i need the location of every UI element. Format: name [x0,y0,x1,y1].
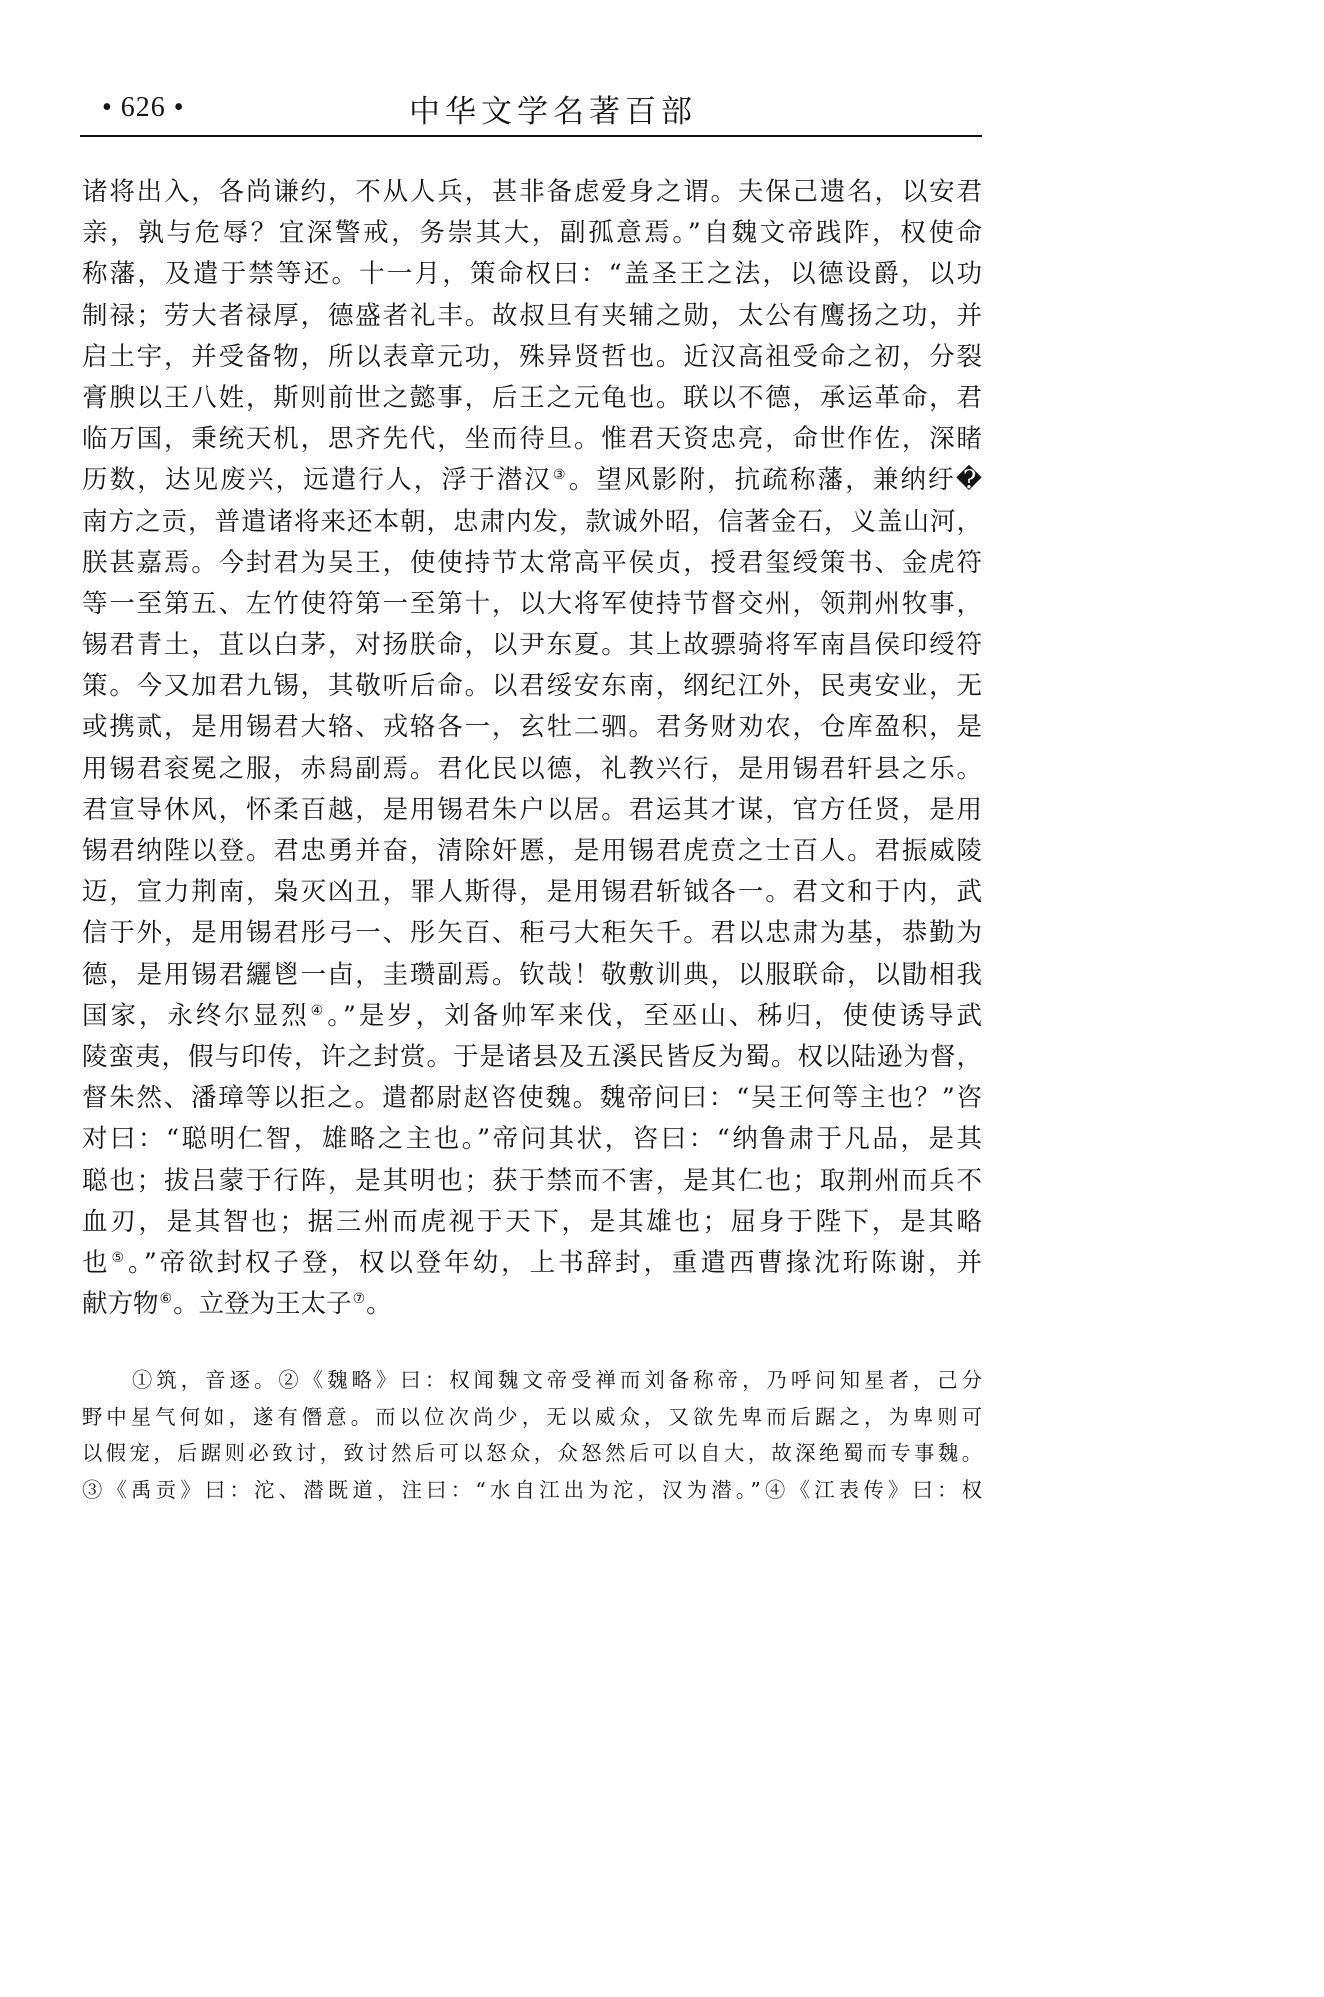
text-line: 血刃，是其智也；据三州而虎视于天下，是其雄也；屈身于陛下，是其略 [82,1206,982,1237]
text-line: 膏腴以王八姓，斯则前世之懿事，后王之元龟也。联以不德，承运革命，君 [82,382,982,413]
footnote-line: 野中星气何如，遂有僭意。而以位次尚少，无以威众，又欲先卑而后踞之，为卑则可 [82,1404,982,1429]
text-line [82,460,982,501]
header-rule [80,135,982,137]
text-line: 策。今又加君九锡，其敬听后命。以君绥安东南，纲纪江外，民夷安业，无 [82,671,982,702]
text-segment: 。望风影附，抗疏称藩，兼纳纡� [568,465,982,496]
text-segment: 国家，永终尔显烈 [82,1000,310,1031]
footnote-marker: ④ [310,1002,327,1019]
text-line: 临万国，秉统天机，思齐先代，坐而待旦。惟君天资忠亮，命世作佐，深睹 [82,424,982,455]
footnote-marker: ⑤ [111,1249,127,1266]
text-segment: 。”是岁，刘备帅军来伐，至巫山、秭归，使使诱导武 [327,1000,982,1031]
text-line: 亲，孰与危辱？宜深警戒，务崇其大，副孤意焉。”自魏文帝践阼，权使命 [82,218,982,249]
text-line: 制禄；劳大者禄厚，德盛者礼丰。故叔旦有夹辅之勋，太公有鹰扬之功，并 [82,300,982,331]
page-number: • 626 • [102,92,185,123]
text-line: 对曰：“聪明仁智，雄略之主也。”帝问其状，咨曰：“纳鲁肃于凡品，是其 [82,1124,982,1155]
text-segment: 历数，达见废兴，远遣行人，浮于潜汉 [82,465,553,496]
text-line: 聪也；拔吕蒙于行阵，是其明也；获于禁而不害，是其仁也；取荆州而兵不 [82,1165,982,1196]
text-segment: 献方物 [82,1289,159,1320]
text-line: 迈，宣力荆南，枭灭凶丑，罪人斯得，是用锡君斩钺各一。君文和于内，武 [82,877,982,908]
text-segment: 也 [82,1247,111,1278]
footnote-line: ①筑，音逐。②《魏略》曰：权闻魏文帝受禅而刘备称帝，乃呼问知星者，己分 [132,1368,982,1392]
text-line [82,1243,982,1284]
text-line: 或携贰，是用锡君大辂、戎辂各一，玄牡二驷。君务财劝农，仓库盈积，是 [82,712,982,743]
text-segment: 。 [366,1289,392,1320]
text-line: 等一至第五、左竹使符第一至第十，以大将军使持节督交州，领荆州牧事， [82,588,982,619]
text-line: 德，是用锡君纚鬯一卣，圭瓒副焉。钦哉！敬敷训典，以服联命，以勖相我 [82,959,982,990]
main-text [82,172,982,1325]
text-line: 诸将出入，各尚谦约，不从人兵，甚非备虑爱身之谓。夫保己遗名，以安君 [82,177,982,207]
text-line: 君宣导休风，怀柔百越，是用锡君朱户以居。君运其才谋，官方任贤，是用 [82,794,982,825]
text-line: 朕甚嘉焉。今封君为吴王，使使持节太常高平侯贞，授君玺绶策书、金虎符 [82,547,982,578]
footnote-marker: ⑦ [352,1291,366,1308]
footnotes [82,1362,982,1508]
footnote-marker: ⑥ [159,1291,173,1308]
footnote-marker: ③ [553,467,568,484]
text-line: 南方之贡，普遣诸将来还本朝，忠肃内发，款诚外昭，信著金石，义盖山河， [82,506,982,537]
page-header [80,84,982,134]
text-line: 信于外，是用锡君彤弓一、彤矢百、秬弓大秬矢千。君以忠肃为基，恭勤为 [82,918,982,949]
text-segment: 。”帝欲封权子登，权以登年幼，上书辞封，重遣西曹掾沈珩陈谢，并 [127,1247,982,1278]
text-line [82,1284,982,1325]
text-line: 督朱然、潘璋等以拒之。遣都尉赵咨使魏。魏帝问曰：“吴王何等主也？”咨 [82,1083,982,1114]
text-line: 陵蛮夷，假与印传，许之封赏。于是诸县及五溪民皆反为蜀。权以陆逊为督， [82,1041,982,1072]
text-line: 称藩，及遣于禁等还。十一月，策命权曰：“盖圣王之法，以德设爵，以功 [82,259,982,290]
text-line: 启土宇，并受备物，所以表章元功，殊异贤哲也。近汉高祖受命之初，分裂 [82,341,982,372]
book-title: 中华文学名著百部 [409,94,697,130]
footnote-line: ③《禹贡》曰：沱、潜既道，注曰：“水自江出为沱，汉为潜。”④《江表传》曰：权 [82,1477,982,1502]
text-segment: 立登为王太子 [198,1289,352,1320]
text-line: 用锡君衮冕之服，赤舄副焉。君化民以德，礼教兴行，是用锡君轩县之乐。 [82,753,982,784]
text-line [82,996,982,1037]
footnote-line: 以假宠，后踞则必致讨，致讨然后可以怒众，众怒然后可以自大，故深绝蜀而专事魏。 [82,1441,982,1466]
text-line: 锡君青土，苴以白茅，对扬朕命，以尹东夏。其上故骠骑将军南昌侯印绶符 [82,630,982,661]
text-line: 锡君纳陛以登。君忠勇并奋，清除奸慝，是用锡君虎贲之士百人。君振威陵 [82,836,982,866]
text-segment: 。 [173,1289,199,1320]
